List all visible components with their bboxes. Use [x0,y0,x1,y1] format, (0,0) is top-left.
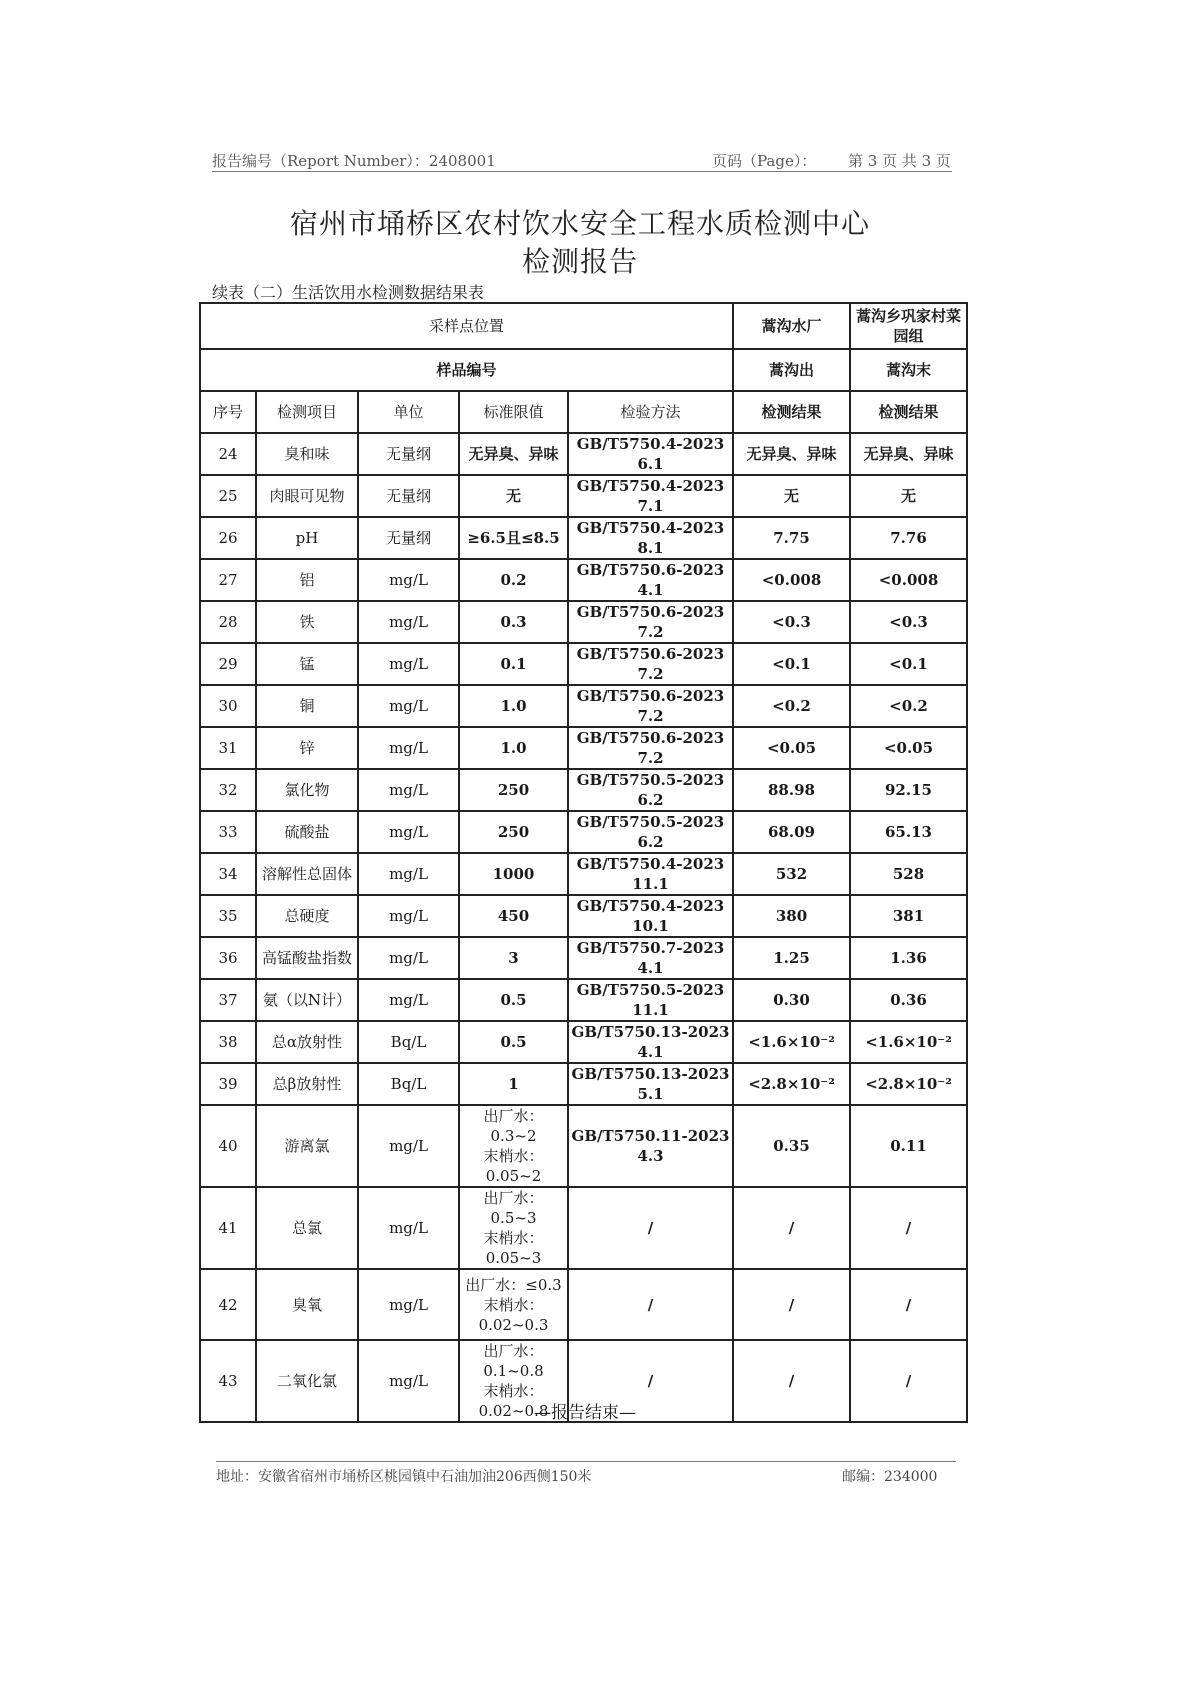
row-number: 37 [200,979,256,1021]
row-number: 36 [200,937,256,979]
test-method: GB/T5750.6-2023 7.2 [568,601,733,643]
test-item: 总α放射性 [256,1021,358,1063]
table-row [200,601,967,643]
standard-limit: 无异臭、异味 [459,433,568,475]
result-1: 380 [733,895,850,937]
standard-limit: 1.0 [459,685,568,727]
result-1: <1.6×10⁻² [733,1021,850,1063]
test-method: / [568,1340,733,1422]
site-label: 采样点位置 [200,303,733,349]
site-2: 蒿沟乡巩家村菜园组 [850,303,967,349]
row-number: 31 [200,727,256,769]
result-1: / [733,1340,850,1422]
test-item: 氯化物 [256,769,358,811]
standard-limit: 出厂水：0.5~3 末梢水：0.05~3 [459,1187,568,1269]
test-item: 氨（以N计） [256,979,358,1021]
row-number: 43 [200,1340,256,1422]
result-2: 92.15 [850,769,967,811]
unit: mg/L [358,1187,459,1269]
unit: mg/L [358,601,459,643]
footer-divider [216,1461,956,1462]
table-row [200,1105,967,1187]
table-row [200,475,967,517]
unit: mg/L [358,853,459,895]
test-method: GB/T5750.4-2023 8.1 [568,517,733,559]
test-item: 高锰酸盐指数 [256,937,358,979]
standard-limit: 出厂水：0.1~0.8 末梢水： 0.02~0.8 [459,1340,568,1422]
table-row [200,853,967,895]
table-caption: 续表（二）生活饮用水检测数据结果表 [212,283,485,302]
standard-limit: 无 [459,475,568,517]
unit: 无量纲 [358,433,459,475]
standard-limit: 250 [459,769,568,811]
unit: mg/L [358,895,459,937]
unit: mg/L [358,685,459,727]
test-method: GB/T5750.5-2023 11.1 [568,979,733,1021]
test-method: GB/T5750.4-2023 6.1 [568,433,733,475]
table-row [200,769,967,811]
test-method: GB/T5750.7-2023 4.1 [568,937,733,979]
result-2: / [850,1187,967,1269]
row-number: 40 [200,1105,256,1187]
test-item: 臭氧 [256,1269,358,1340]
unit: mg/L [358,937,459,979]
standard-limit: 0.5 [459,1021,568,1063]
test-item: 溶解性总固体 [256,853,358,895]
test-item: 肉眼可见物 [256,475,358,517]
col-header-method: 检验方法 [568,391,733,433]
result-2: / [850,1269,967,1340]
col-header-no: 序号 [200,391,256,433]
table-row [200,895,967,937]
unit: Bq/L [358,1063,459,1105]
unit: mg/L [358,1340,459,1422]
test-method: GB/T5750.4-2023 7.1 [568,475,733,517]
test-item: 锌 [256,727,358,769]
result-1: 7.75 [733,517,850,559]
row-number: 25 [200,475,256,517]
row-number: 34 [200,853,256,895]
unit: mg/L [358,643,459,685]
table-row [200,685,967,727]
row-number: 28 [200,601,256,643]
standard-limit: 0.1 [459,643,568,685]
table-row [200,1187,967,1269]
unit: mg/L [358,769,459,811]
result-2: <0.2 [850,685,967,727]
row-number: 24 [200,433,256,475]
table-row [200,433,967,475]
table-row [200,811,967,853]
result-2: <0.008 [850,559,967,601]
result-2: 7.76 [850,517,967,559]
footer-postcode: 邮编：234000 [842,1469,938,1485]
result-2: 0.11 [850,1105,967,1187]
test-method: GB/T5750.4-2023 11.1 [568,853,733,895]
col-header-item: 检测项目 [256,391,358,433]
sample-1: 蒿沟出 [733,349,850,391]
unit: 无量纲 [358,517,459,559]
result-1: 68.09 [733,811,850,853]
standard-limit: 1 [459,1063,568,1105]
standard-limit: 0.5 [459,979,568,1021]
table-row [200,937,967,979]
col-header-unit: 单位 [358,391,459,433]
standard-limit: ≥6.5且≤8.5 [459,517,568,559]
table-row [200,643,967,685]
result-1: 无异臭、异味 [733,433,850,475]
result-1: <2.8×10⁻² [733,1063,850,1105]
test-item: 铝 [256,559,358,601]
test-item: 臭和味 [256,433,358,475]
row-number: 29 [200,643,256,685]
unit: mg/L [358,1105,459,1187]
result-2: / [850,1340,967,1422]
row-number: 42 [200,1269,256,1340]
result-1: 88.98 [733,769,850,811]
test-method: GB/T5750.5-2023 6.2 [568,769,733,811]
test-method: GB/T5750.4-2023 10.1 [568,895,733,937]
unit: mg/L [358,727,459,769]
test-item: pH [256,517,358,559]
test-item: 铜 [256,685,358,727]
sample-2: 蒿沟末 [850,349,967,391]
unit: Bq/L [358,1021,459,1063]
result-1: / [733,1269,850,1340]
row-number: 32 [200,769,256,811]
document-subtitle: 检测报告 [521,245,638,278]
result-2: 无异臭、异味 [850,433,967,475]
row-number: 38 [200,1021,256,1063]
unit: mg/L [358,979,459,1021]
table-row [200,727,967,769]
result-1: <0.008 [733,559,850,601]
test-item: 硫酸盐 [256,811,358,853]
col-header-result-2: 检测结果 [850,391,967,433]
result-1: 0.30 [733,979,850,1021]
result-2: <1.6×10⁻² [850,1021,967,1063]
report-number: 报告编号（Report Number）：2408001 [212,152,496,170]
table-row [200,517,967,559]
standard-limit: 0.2 [459,559,568,601]
test-item: 铁 [256,601,358,643]
sample-row [200,349,967,391]
row-number: 33 [200,811,256,853]
row-number: 41 [200,1187,256,1269]
test-method: GB/T5750.6-2023 7.2 [568,685,733,727]
result-2: 0.36 [850,979,967,1021]
test-item: 锰 [256,643,358,685]
header-divider [212,171,952,172]
column-header-row [200,391,967,433]
result-2: <0.05 [850,727,967,769]
table-row [200,1269,967,1340]
result-2: 65.13 [850,811,967,853]
result-1: 532 [733,853,850,895]
result-1: 无 [733,475,850,517]
result-1: <0.1 [733,643,850,685]
document-title: 宿州市埇桥区农村饮水安全工程水质检测中心 [289,207,870,240]
result-2: <2.8×10⁻² [850,1063,967,1105]
row-number: 30 [200,685,256,727]
test-item: 总氯 [256,1187,358,1269]
table-row [200,979,967,1021]
site-row [200,303,967,349]
test-item: 二氧化氯 [256,1340,358,1422]
test-method: / [568,1187,733,1269]
result-2: 1.36 [850,937,967,979]
test-item: 游离氯 [256,1105,358,1187]
col-header-result-1: 检测结果 [733,391,850,433]
page-indicator: 第 3 页 共 3 页 [848,152,951,170]
standard-limit: 450 [459,895,568,937]
standard-limit: 250 [459,811,568,853]
row-number: 39 [200,1063,256,1105]
standard-limit: 3 [459,937,568,979]
test-method: GB/T5750.13-2023 4.1 [568,1021,733,1063]
unit: 无量纲 [358,475,459,517]
unit: mg/L [358,1269,459,1340]
result-2: 无 [850,475,967,517]
table-row [200,1021,967,1063]
result-2: <0.3 [850,601,967,643]
test-method: GB/T5750.13-2023 5.1 [568,1063,733,1105]
site-1: 蒿沟水厂 [733,303,850,349]
result-1: <0.2 [733,685,850,727]
test-method: GB/T5750.6-2023 7.2 [568,643,733,685]
standard-limit: 出厂水：≤0.3 末梢水： 0.02~0.3 [459,1269,568,1340]
result-1: / [733,1187,850,1269]
test-method: GB/T5750.6-2023 4.1 [568,559,733,601]
test-method: GB/T5750.11-2023 4.3 [568,1105,733,1187]
results-table [199,302,968,1423]
standard-limit: 1000 [459,853,568,895]
test-method: GB/T5750.5-2023 6.2 [568,811,733,853]
result-1: 1.25 [733,937,850,979]
result-2: <0.1 [850,643,967,685]
row-number: 35 [200,895,256,937]
test-item: 总β放射性 [256,1063,358,1105]
result-1: <0.05 [733,727,850,769]
footer-address: 地址：安徽省宿州市埇桥区桃园镇中石油加油206西侧150米 [216,1469,592,1485]
result-1: <0.3 [733,601,850,643]
standard-limit: 1.0 [459,727,568,769]
result-1: 0.35 [733,1105,850,1187]
standard-limit: 0.3 [459,601,568,643]
result-2: 528 [850,853,967,895]
sample-label: 样品编号 [200,349,733,391]
unit: mg/L [358,559,459,601]
table-row [200,1063,967,1105]
test-item: 总硬度 [256,895,358,937]
report-end-note: —报告结束— [534,1403,636,1423]
unit: mg/L [358,811,459,853]
table-row [200,559,967,601]
test-method: GB/T5750.6-2023 7.2 [568,727,733,769]
test-method: / [568,1269,733,1340]
standard-limit: 出厂水：0.3~2 末梢水：0.05~2 [459,1105,568,1187]
row-number: 26 [200,517,256,559]
result-2: 381 [850,895,967,937]
page-label: 页码（Page）： [712,152,817,170]
col-header-limit: 标准限值 [459,391,568,433]
row-number: 27 [200,559,256,601]
